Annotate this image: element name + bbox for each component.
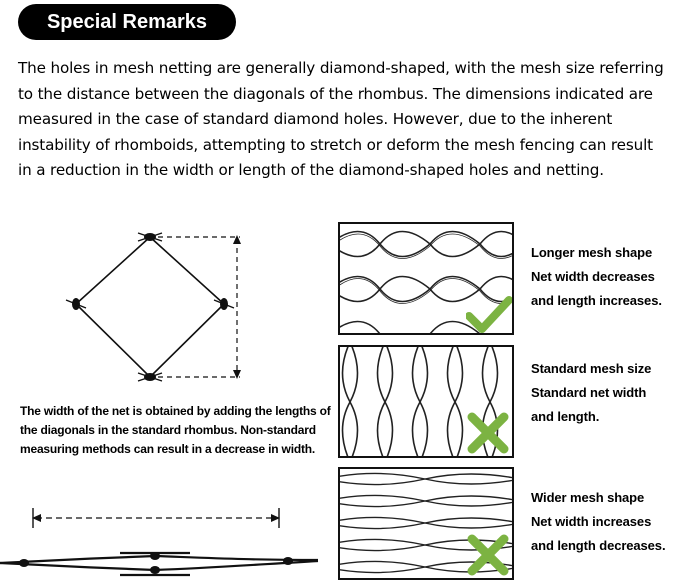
rhombus-diagram xyxy=(60,225,260,395)
cross-mark-icon xyxy=(466,533,510,577)
section-title: Special Remarks xyxy=(46,10,208,33)
intro-paragraph: The holes in mesh netting are generally diamond-shaped, with the mesh size referring to the distance between the diagonals of the rhombus. The dimensions indicated are measured in the case of standard diamond holes. However, due to the inherent instability of rhomboids, attempting to stretch or deform the mesh fencing can result in a reduction in the width or length of the diamond-shaped holes and netting. xyxy=(18,59,664,179)
diagram-caption: The width of the net is obtained by adding the lengths of the diagonals in the standard rhombus. Non-standard measuring methods can result in a decrease in width. xyxy=(20,404,331,456)
mesh-description-longer: Longer mesh shape Net width decreases and length increases. xyxy=(531,245,662,308)
check-mark-icon xyxy=(466,296,512,334)
mesh-description-wider: Wider mesh shape Net width increases and length decreases. xyxy=(531,490,666,553)
net-side-view-diagram xyxy=(0,500,320,582)
mesh-description-standard: Standard mesh size Standard net width and length. xyxy=(531,361,652,424)
section-title-badge xyxy=(18,4,236,40)
cross-mark-icon xyxy=(466,411,510,455)
